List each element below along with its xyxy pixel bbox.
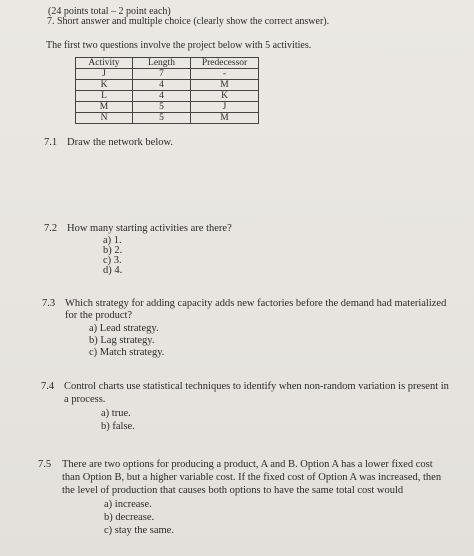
table-row [76, 113, 259, 124]
section-instruction: 7. Short answer and multiple choice (clearly show the correct answer). [47, 16, 330, 27]
question-7-3-line2: for the product? [65, 310, 133, 321]
question-7-4-line2: a process. [64, 394, 106, 405]
question-7-5-line2: than Option B, but a higher variable cost. If the fixed cost of Option A was increased, then [62, 472, 442, 483]
cell-activity: M [76, 102, 133, 113]
cell-predecessor: J [191, 102, 259, 113]
cell-length: 4 [133, 80, 191, 91]
cell-predecessor: K [191, 91, 259, 102]
question-7-3-line1: Which strategy for adding capacity adds new factories before the demand had materialized [65, 298, 447, 309]
option-7-2-c[interactable]: c) 3. [103, 255, 122, 266]
column-header-length: Length [133, 58, 191, 69]
question-7-4-number: 7.4 [41, 381, 55, 392]
option-7-4-b[interactable]: b) false. [101, 421, 135, 432]
cell-predecessor: M [191, 80, 259, 91]
question-7-3-number: 7.3 [42, 298, 56, 309]
option-7-5-a[interactable]: a) increase. [104, 499, 152, 510]
question-7-2-number: 7.2 [44, 223, 58, 234]
option-7-5-c[interactable]: c) stay the same. [104, 525, 174, 536]
question-7-1-text: Draw the network below. [67, 137, 174, 148]
table-row [76, 69, 259, 80]
cell-activity: K [76, 80, 133, 91]
option-7-3-b[interactable]: b) Lag strategy. [89, 335, 155, 346]
intro-text: The first two questions involve the project below with 5 activities. [46, 40, 312, 51]
cell-length: 7 [133, 69, 191, 80]
option-7-2-b[interactable]: b) 2. [103, 245, 123, 256]
question-7-4-line1: Control charts use statistical techniques to identify when non-random variation is present in [64, 381, 449, 392]
cell-length: 4 [133, 91, 191, 102]
question-7-1-number: 7.1 [44, 137, 58, 148]
option-7-3-a[interactable]: a) Lead strategy. [89, 323, 159, 334]
cell-length: 5 [133, 113, 191, 124]
option-7-2-a[interactable]: a) 1. [103, 235, 122, 246]
question-7-5-number: 7.5 [38, 459, 52, 470]
cell-activity: N [76, 113, 133, 124]
table-header-row [76, 58, 259, 69]
column-header-predecessor: Predecessor [191, 58, 259, 69]
cell-activity: L [76, 91, 133, 102]
cell-activity: J [76, 69, 133, 80]
table-row [76, 91, 259, 102]
option-7-3-c[interactable]: c) Match strategy. [89, 347, 165, 358]
option-7-5-b[interactable]: b) decrease. [104, 512, 155, 523]
points-header: (24 points total – 2 point each) [48, 6, 171, 17]
column-header-activity: Activity [76, 58, 133, 69]
option-7-2-d[interactable]: d) 4. [103, 265, 123, 276]
question-7-2-text: How many starting activities are there? [67, 223, 232, 234]
activity-table [75, 57, 259, 124]
cell-predecessor: M [191, 113, 259, 124]
question-7-5-line1: There are two options for producing a product, A and B. Option A has a lower fixed cost [62, 459, 433, 470]
option-7-4-a[interactable]: a) true. [101, 408, 131, 419]
cell-length: 5 [133, 102, 191, 113]
table-row [76, 102, 259, 113]
cell-predecessor: - [191, 69, 259, 80]
question-7-5-line3: the level of production that causes both options to have the same total cost would [62, 485, 404, 496]
table-row [76, 80, 259, 91]
